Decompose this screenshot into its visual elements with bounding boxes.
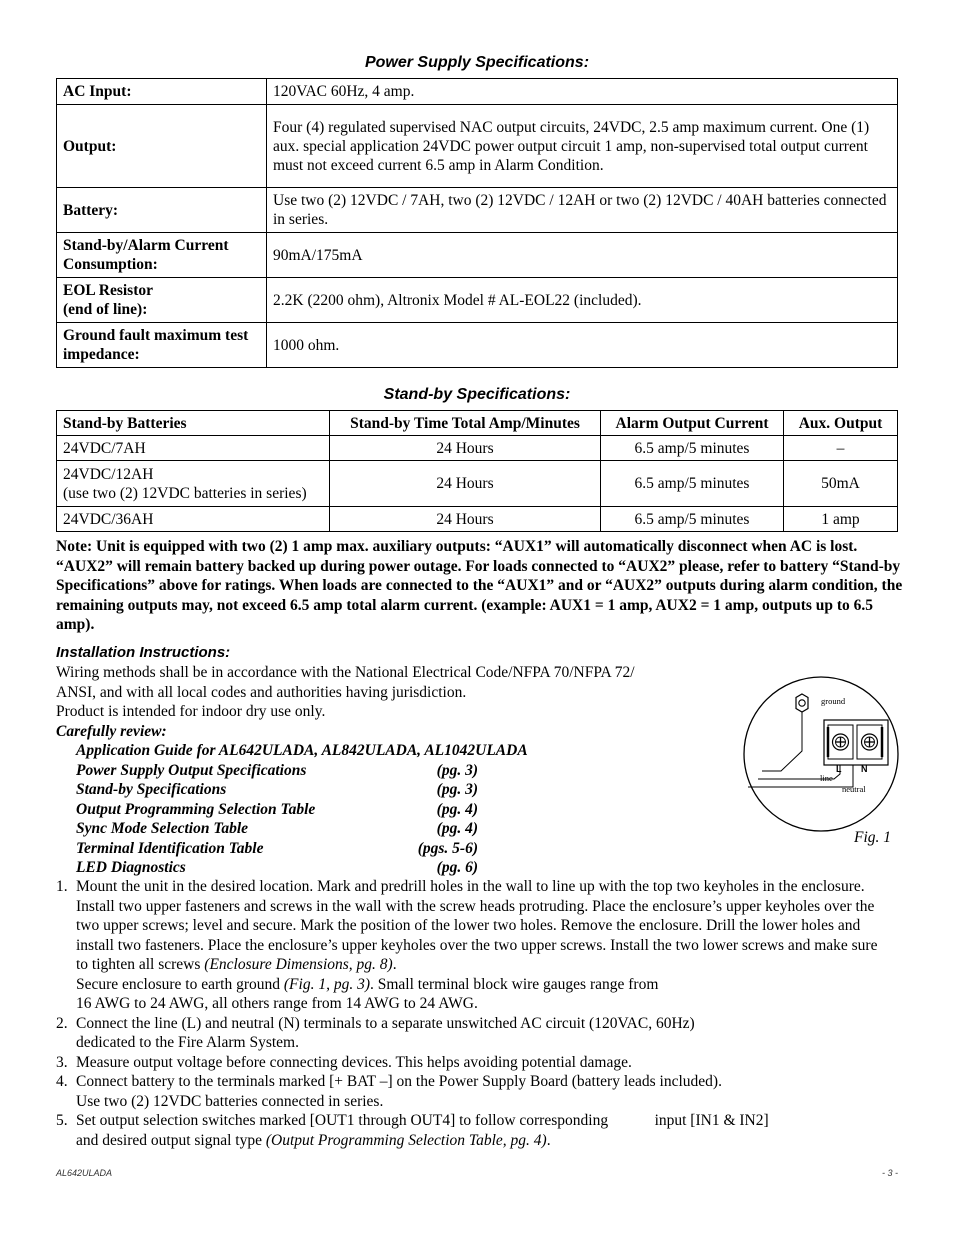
review-heading: Carefully review: bbox=[56, 722, 167, 740]
step-number: 5. bbox=[56, 1112, 68, 1129]
footer-page-number: - 3 - bbox=[881, 1168, 898, 1178]
spec-label: Ground fault maximum test impedance: bbox=[57, 323, 267, 368]
step-text: Connect the line (L) and neutral (N) terminals to a separate unswitched AC circuit (120VAC, 60Hz) bbox=[76, 1014, 695, 1032]
spec-value: Four (4) regulated supervised NAC output circuits, 24VDC, 2.5 amp maximum current. One (1) aux. special application 24VDC power output circuit 1 amp, non-supervised total output current must not exceed current 6.5 amp in Alarm Condition. bbox=[267, 105, 898, 188]
column-header: Stand-by Time Total Amp/Minutes bbox=[330, 411, 601, 436]
guide-item-page: (pg. 4) bbox=[436, 820, 478, 837]
list-item bbox=[76, 819, 478, 839]
aux-cell: 50mA bbox=[784, 461, 898, 507]
battery-note: (use two (2) 12VDC batteries in series) bbox=[63, 484, 307, 502]
spec-label-line1: EOL Resistor bbox=[63, 282, 153, 299]
table-row bbox=[57, 323, 898, 368]
intro-line: ANSI, and with all local codes and authorities having jurisdiction. bbox=[56, 683, 467, 701]
spec-label: AC Input: bbox=[57, 79, 267, 105]
guide-item-page: (pg. 3) bbox=[436, 761, 478, 779]
table-row bbox=[57, 436, 898, 461]
step-text-end: . bbox=[546, 1131, 551, 1149]
guide-item-page: (pg. 3) bbox=[436, 781, 478, 798]
time-cell: 24 Hours bbox=[330, 436, 601, 461]
neutral-label: neutral bbox=[842, 784, 866, 794]
table-row bbox=[57, 79, 898, 105]
installation-steps bbox=[56, 877, 886, 1150]
line-label: line bbox=[820, 773, 833, 783]
terminal-screw-n-icon bbox=[862, 734, 878, 750]
guide-item-page: (pg. 6) bbox=[436, 859, 478, 876]
alarm-cell: 6.5 amp/5 minutes bbox=[601, 461, 784, 507]
terminal-l-label: L bbox=[836, 764, 842, 774]
spec-label: Output: bbox=[57, 105, 267, 188]
aux-outputs-note: Note: Unit is equipped with two (2) 1 amp max. auxiliary outputs: “AUX1” will automatically disconnect when AC is lost. “AUX2” will remain battery backed up during power outage. For loads connected to “AUX2” please, refer to battery “Stand-by Specifications” above for ratings. When loads are connected to the “AUX1” and or “AUX2” outputs during alarm condition, the remaining outputs may, not exceed 6.5 amp total alarm current. (example: AUX1 = 1 amp, AUX2 = 1 amp, outputs up to 6.5 amp). bbox=[56, 538, 903, 634]
figure-caption: Fig. 1 bbox=[854, 829, 892, 846]
alarm-cell: 6.5 amp/5 minutes bbox=[601, 436, 784, 461]
table-row bbox=[57, 278, 898, 323]
ground-label: ground bbox=[821, 696, 846, 706]
ground-screw-icon bbox=[796, 694, 808, 712]
step-5 bbox=[56, 1111, 886, 1150]
battery-cell bbox=[57, 461, 330, 507]
step-text: Use two (2) 12VDC batteries connected in series. bbox=[76, 1092, 384, 1110]
column-header: Alarm Output Current bbox=[601, 411, 784, 436]
list-item bbox=[76, 800, 478, 820]
spec-label: Battery: bbox=[57, 188, 267, 233]
step-text: Connect battery to the terminals marked [+ BAT –] on the Power Supply Board (battery leads included). bbox=[76, 1073, 722, 1090]
step-3 bbox=[56, 1053, 886, 1073]
step-text: dedicated to the Fire Alarm System. bbox=[76, 1034, 299, 1051]
step-text-end: . bbox=[392, 956, 397, 973]
column-header: Stand-by Batteries bbox=[57, 411, 330, 436]
list-item bbox=[76, 761, 478, 781]
guide-item-page: (pgs. 5-6) bbox=[417, 839, 478, 857]
table-row bbox=[57, 188, 898, 233]
guide-item-name: Terminal Identification Table bbox=[76, 839, 264, 857]
step-text: . Small terminal block wire gauges range from bbox=[370, 975, 659, 993]
step-reference: (Enclosure Dimensions, pg. 8) bbox=[204, 956, 393, 973]
table-row bbox=[57, 105, 898, 188]
spec-value: 2.2K (2200 ohm), Altronix Model # AL-EOL22 (included). bbox=[267, 278, 898, 323]
ground-wire bbox=[762, 712, 802, 771]
application-guide-list bbox=[76, 741, 528, 878]
battery-cell: 24VDC/7AH bbox=[57, 436, 330, 461]
column-header: Aux. Output bbox=[784, 411, 898, 436]
spec-label-line2: (end of line): bbox=[63, 301, 148, 318]
guide-item-name: Output Programming Selection Table bbox=[76, 800, 316, 818]
battery-value: 24VDC/12AH bbox=[63, 465, 154, 483]
step-text: and desired output signal type bbox=[76, 1131, 266, 1149]
installation-heading: Installation Instructions: bbox=[56, 644, 231, 661]
step-number: 4. bbox=[56, 1073, 68, 1090]
power-supply-specs-table bbox=[56, 78, 898, 368]
intro-line: Wiring methods shall be in accordance with the National Electrical Code/NFPA 70/NFPA 72/ bbox=[56, 664, 635, 681]
time-cell: 24 Hours bbox=[330, 461, 601, 507]
list-item bbox=[76, 858, 478, 878]
step-text: Measure output voltage before connecting devices. This helps avoiding potential damage. bbox=[76, 1053, 632, 1071]
step-text: Secure enclosure to earth ground bbox=[76, 975, 284, 993]
spec-value: 90mA/175mA bbox=[267, 233, 898, 278]
power-supply-specs-title: Power Supply Specifications: bbox=[364, 54, 590, 71]
spec-value: Use two (2) 12VDC / 7AH, two (2) 12VDC / 12AH or two (2) 12VDC / 40AH batteries connected in series. bbox=[267, 188, 898, 233]
intro-line: Product is intended for indoor dry use only. bbox=[56, 703, 326, 720]
guide-item-name: Sync Mode Selection Table bbox=[76, 820, 249, 837]
spec-value: 1000 ohm. bbox=[267, 323, 898, 368]
standby-specs-table bbox=[56, 410, 898, 532]
footer-model: AL642ULADA bbox=[56, 1168, 113, 1178]
time-cell: 24 Hours bbox=[330, 507, 601, 532]
ground-wiring-figure bbox=[740, 675, 900, 835]
list-item bbox=[76, 839, 478, 859]
battery-cell: 24VDC/36AH bbox=[57, 507, 330, 532]
terminal-screw-l-icon bbox=[833, 734, 849, 750]
table-row bbox=[57, 233, 898, 278]
step-2 bbox=[56, 1014, 886, 1053]
aux-cell: 1 amp bbox=[784, 507, 898, 532]
guide-item-name: Stand-by Specifications bbox=[76, 781, 227, 798]
step-reference: (Output Programming Selection Table, pg. 4) bbox=[265, 1131, 547, 1149]
guide-item-name: Power Supply Output Specifications bbox=[76, 761, 307, 779]
guide-item-page: (pg. 4) bbox=[436, 800, 478, 818]
aux-cell: – bbox=[784, 436, 898, 461]
table-header-row bbox=[57, 411, 898, 436]
step-number: 2. bbox=[56, 1014, 68, 1032]
terminal-n-label: N bbox=[861, 764, 868, 774]
step-1 bbox=[56, 877, 886, 1014]
spec-label: Stand-by/Alarm Current Consumption: bbox=[57, 233, 267, 278]
guide-item-name: LED Diagnostics bbox=[76, 859, 186, 876]
standby-specs-title: Stand-by Specifications: bbox=[383, 386, 571, 403]
spec-label bbox=[57, 278, 267, 323]
step-number: 1. bbox=[56, 878, 68, 895]
list-item bbox=[76, 780, 478, 800]
guide-title: Application Guide for AL642ULADA, AL842ULADA, AL1042ULADA bbox=[76, 742, 528, 759]
alarm-cell: 6.5 amp/5 minutes bbox=[601, 507, 784, 532]
step-number: 3. bbox=[56, 1053, 68, 1071]
step-4 bbox=[56, 1072, 886, 1111]
spec-value: 120VAC 60Hz, 4 amp. bbox=[267, 79, 898, 105]
installation-intro bbox=[56, 663, 736, 741]
step-text: Set output selection switches marked [OUT1 through OUT4] to follow corresponding input [IN1 & IN2] bbox=[76, 1112, 769, 1129]
step-text: Mount the unit in the desired location. Mark and predrill holes in the wall to line up with the top two keyholes in the enclosure. Install two upper fasteners and screws in the wall with the screw heads protruding. Place the enclosure’s upper keyholes over the two upper screws; level and secure. Mark the position of the lower two holes. Remove the enclosure. Drill the lower holes and install two fasteners. Place the enclosure’s upper keyholes over the two upper screws. Install the two lower screws and make sure to tighten all screws bbox=[76, 878, 878, 973]
step-text: 16 AWG to 24 AWG, all others range from 14 AWG to 24 AWG. bbox=[76, 995, 478, 1012]
step-reference: (Fig. 1, pg. 3) bbox=[283, 975, 370, 993]
table-row bbox=[57, 461, 898, 507]
table-row bbox=[57, 507, 898, 532]
